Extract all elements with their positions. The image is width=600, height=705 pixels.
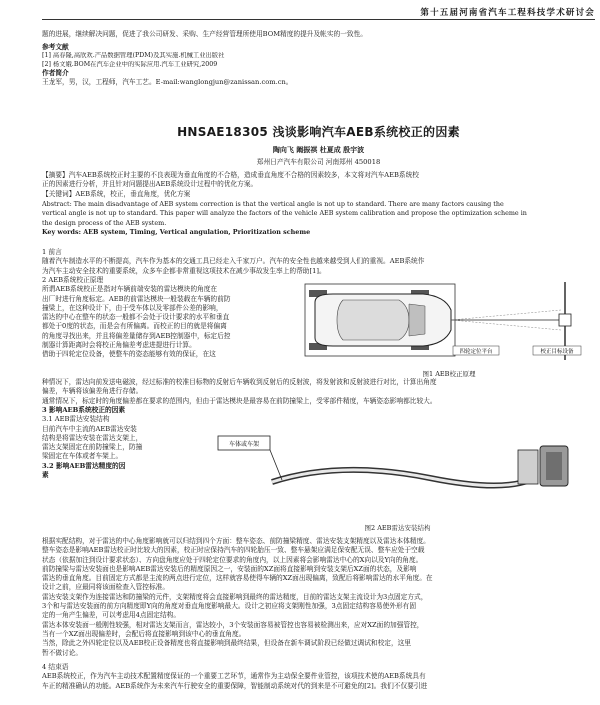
references-heading: 参考文献 <box>42 43 69 51</box>
body-connector <box>270 450 282 480</box>
section-3-2-text: 定的一角产生偏差，可以考虑用4点固定结构。 <box>42 611 181 620</box>
section-3-heading: 3 影响AEB系统校正的因素 <box>42 406 126 414</box>
car-windshield <box>409 304 425 336</box>
author-bio-heading: 作者简介 <box>42 68 69 77</box>
section-2-text: 撞梁上，在这种设计下，由于受车体以及零部件公差的影响， <box>42 303 223 312</box>
section-3 <box>42 406 194 480</box>
section-2-text: 所谓AEB系统校正是指对车辆前端安装的雷达模块的角度在 <box>42 285 218 294</box>
section-3-2-text: 暂不做讨论。 <box>42 648 83 657</box>
section-3-2-text: 雷达本体安装面一般刚性较强，相对雷达支架而言，雷达较小，3个安装面容易被管控也容易被检测出来，应对XZ面的加强管控， <box>42 620 424 629</box>
target-device <box>559 314 571 326</box>
section-1-text: 为汽车主动安全技术的重要系统，众多车企都非常重视这项技术在减少事故发生率上的帮助[1]。 <box>42 266 326 275</box>
figure-2-caption: 图2 AEB雷达安装结构 <box>364 524 431 532</box>
label-body-frame: 车体或车架 <box>228 441 260 448</box>
section-3-2-text: 雷达的垂直角度。目前固定方式都是主流的两点进行定位，这样就容易使得车辆的XZ面出现偏离，致配后将影响雷达的水平角度。在 <box>42 574 433 583</box>
abstract-en-line: the design process of the AEB system. <box>42 218 167 227</box>
author-bio: 王龙军，男，汉，工程师，汽车工艺。E-mail:wanglongjun@zanissan.com.cn。 <box>42 78 293 87</box>
radar-beam-lower <box>451 320 561 330</box>
section-4-text: 车正的精准确认的功能。AEB系统作为未来汽车行驶安全的重要保障，智能制动系统对代的到来是不可避免的[2]。我们不仅要引进 <box>42 681 428 690</box>
section-3-1-text: 结构是将雷达安装在雷达支架上， <box>42 433 143 442</box>
abstract-cn-line: 【摘要】汽车AEB系统校正时主要的不良表现为垂直角度的不合格，造成垂直角度不合格的因素较多，本文将对汽车AEB系统校 <box>42 171 419 179</box>
section-3-2-text: 设计之前，应最同将该面检查入管控标准。 <box>42 583 170 592</box>
section-2-text: 雷达的中心在整车的状态一般都不会处于设计要求的水平和垂直 <box>42 313 230 322</box>
previous-article-tail <box>42 30 595 39</box>
section-3-2 <box>42 537 595 658</box>
reference-item: [1] 高春隆,高欣欢.产品数据管理(PDM)及其实施.机械工业出版社 <box>42 52 225 60</box>
section-2-text: 制器计算距离时会将校正角偏差考虑进提进行计算。 <box>42 341 196 350</box>
section-3-1-heading: 3.1 AEB雷达安装结构 <box>42 415 110 424</box>
references-block <box>42 43 595 87</box>
section-4-heading: 4 结束语 <box>42 663 69 671</box>
figure-1-caption: 图1 AEB校正原理 <box>422 370 476 378</box>
label-target-device: 校正目标设备 <box>540 349 574 355</box>
section-3-2-text: 状态（依据加注到设计要求状态）、方向盘角度应处于四轮定位要求的角度内，以上因素将会影响雷达中心的X向以及Y向的角度。 <box>42 555 423 564</box>
figure-1-drawing <box>303 276 595 368</box>
section-3-2-text: 前防撞梁与雷达安装面也是影响AEB雷达安装后的精度原因之一，安装面的XZ面将直接影响到安装支架后XZ面的状态，及影响 <box>42 564 417 573</box>
article-title: HNSAE18305 浅谈影响汽车AEB系统校正的因素 <box>177 125 460 139</box>
header-rule <box>42 19 595 20</box>
section-1-heading: 1 前言 <box>42 248 62 256</box>
label-alignment-platform: 四轮定位平台 <box>459 349 493 355</box>
abstract-en-line: vertical angle is not up to standard. This paper will analyze the factors of the vehicle AEB system calibration and propose the optimization scheme in <box>42 209 527 218</box>
radar-beam-upper <box>451 310 561 320</box>
abstract-cn <box>42 171 595 199</box>
article-affiliation: 郑州日产汽车有限公司 河南郑州 450018 <box>256 158 381 166</box>
section-3-1-text: 雷达支架固定在前防撞梁上，防撞 <box>42 443 143 452</box>
section-1-text: 随着汽车制造水平的不断提高，汽车作为基本的交通工具已经走入千家万户。汽车的安全性也越来越受到人们的重视。AEB系统作 <box>42 257 425 266</box>
abstract-en <box>42 200 595 237</box>
section-3-2-text: 根据实配结构，对于雷达的中心角度影响就可以归结到四个方面：整车姿态、前防撞梁精度、雷达安装支架精度以及雷达本体精度。 <box>42 537 430 545</box>
section-3-2-text: 3个和与雷达安装面的前方向精度即Y向的角度对垂直角度影响最大。设计之初应将支架刚性加强，3点固定结构容易使外形有固 <box>42 602 417 611</box>
section-2-continued <box>42 378 595 406</box>
figure-2 <box>200 420 595 522</box>
section-2-text: 出厂时进行角度标定。AEB的前雷达模块一般装载在车辆的前防 <box>42 294 231 303</box>
section-2-heading: 2 AEB系统校正原理 <box>42 276 104 284</box>
radar-face <box>546 452 562 480</box>
running-head: 第十五届河南省汽车工程科技学术研讨会 <box>420 8 595 18</box>
figure-1 <box>303 276 595 368</box>
figure-2-drawing <box>200 420 595 522</box>
keywords-cn: 【关键词】AEB系统，校正，垂直角度，优化方案 <box>42 189 191 198</box>
prev-tail-text: 题的进展，继续解决问题，促进了我公司研发、采购、生产经营管理所使用BOM精度的提升及帐实的一致性。 <box>42 30 367 38</box>
section-2-text: 借助于四轮定位设备，使整车的姿态能够有效的保证，在这 <box>42 350 216 359</box>
section-3-1-text: 目前汽车中主流的AEB雷达安装 <box>42 424 137 433</box>
section-3-2-text: 整车姿态是影响AEB雷达校正时比较大的因素，校正时应保持汽车的四轮胎压一致、整车悬架应满足保安配无误、整车应处于空载 <box>42 546 425 555</box>
section-3-2-text: 当然，除此之外四轮定位以及AEB校正设备精度也将直接影响到最终结果，但设备在新车调试阶段已经做过调试和校定，这里 <box>42 639 412 648</box>
car-roof <box>337 300 409 340</box>
section-4-text: AEB系统校正，作为汽车主动技术配置精度保证的一个重要工艺环节，通常作为主动保全要件业管控，该项技术使的AEB系统具有 <box>42 672 426 681</box>
section-2-cont-text: 偏差，车辆将该偏差角进行存储。 <box>42 387 143 396</box>
section-2-cont-text: 种情况下，雷达向前发送电磁波，经过标准的校准目标物的反射后车辆收到反射后的反射波，将发射波和反射波进行对比，计算出角度 <box>42 378 437 386</box>
section-3-2-text: 当有一个XZ面出现偏差时，会配后将直接影响到该中心的垂直角度。 <box>42 629 246 638</box>
section-4 <box>42 663 595 691</box>
section-2 <box>42 276 300 360</box>
section-3-2-text: 雷达安装支架作为连接雷达和防撞梁的元件，支架精度将会直接影响到最终的雷达精度，目前的雷达支架主流设计为3点固定方式， <box>42 592 428 601</box>
abstract-en-line: Abstract: The main disadvantage of AEB system correction is that the vertical angle is not up to standard. There are many factors causing the <box>42 200 504 208</box>
radar-bracket <box>518 450 538 484</box>
section-3-2-heading: 3.2 影响AEB雷达精度的因 <box>42 461 126 470</box>
section-1 <box>42 248 595 276</box>
section-3-2-heading-cont: 素 <box>42 471 49 480</box>
abstract-cn-line: 正的因素进行分析，并且针对问题提出AEB系统设计过程中的优化方案。 <box>42 180 258 189</box>
article-authors: 陶向飞 阚振祺 杜夏成 殷宇波 <box>272 145 365 154</box>
keywords-en: Key words: AEB system, Timing, Vertical angulation, Prioritization scheme <box>42 227 311 236</box>
section-3-1-text: 梁固定在车体或者车架上。 <box>42 452 123 461</box>
reference-item: [2] 杨文娥.BOM在汽车企业中的实际应用.汽车工业研究,2009 <box>42 60 218 68</box>
section-2-text: 的角度寻找出来，并且将偏差量储存到AEB控制器中，标定后控 <box>42 331 231 340</box>
section-2-text: 都处于0度的状态，而是会有所偏离。而校正的目的就是将偏离 <box>42 322 227 331</box>
section-2-cont-text: 通常情况下，标定时的角度偏差都在要求的范围内，但由于雷达模块是最容易在前防撞梁上，受零部件精度，车辆姿态影响都比较大。 <box>42 396 437 405</box>
